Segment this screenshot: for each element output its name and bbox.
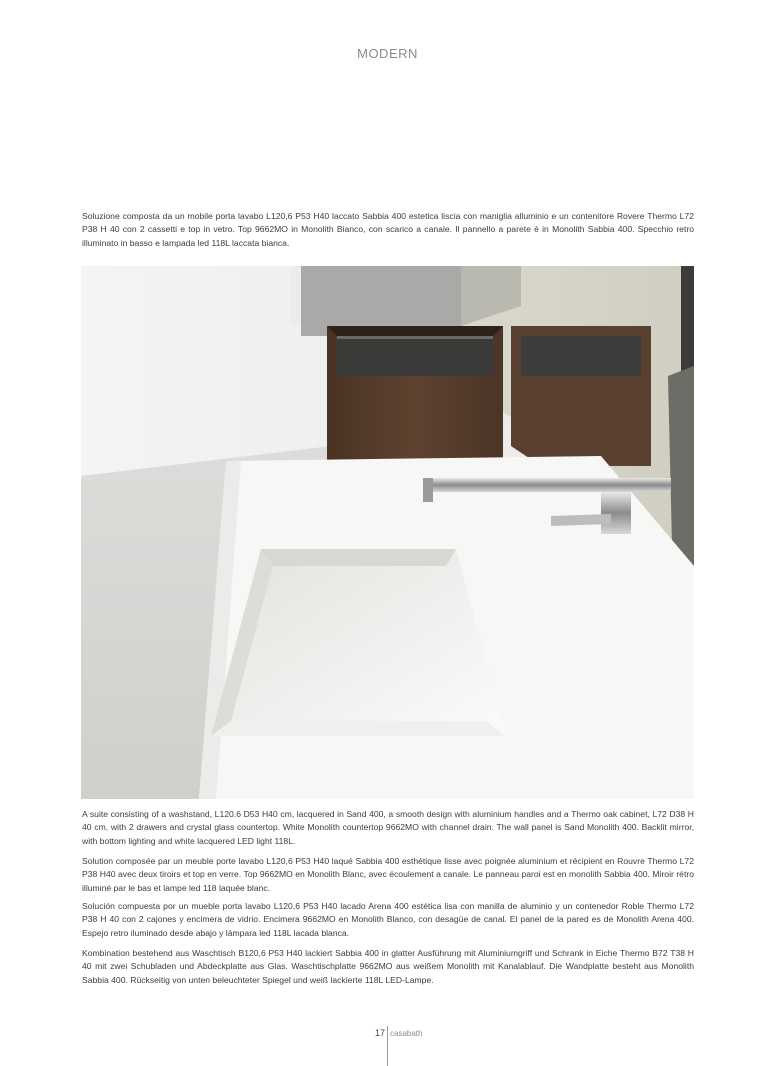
description-french: Solution composée par un meuble porte lavabo L120,6 P53 H40 laqué Sabbia 400 esthétique lisse avec poignée aluminium et récipient en Rouvre Thermo L72 P38 H40 avec deux tiroirs et top en verre. Top 9662MO en Monolith Blanc, avec écoulement a canale. Le panneau paroi est en monolith Sabbia 400. Miroir rétro illuminé par le bas et lampe led 118 laquée blanc.	[82, 856, 694, 893]
description-german: Kombination bestehend aus Waschtisch B120,6 P53 H40 lackiert Sabbia 400 in glatter Ausführung mit Aluminiumgriff und Schrank in Eiche Thermo B72 T38 H 40 mit zwei Schubladen und Abdeckplatte aus Glas. Waschtischplatte 9662MO aus weißem Monolith mit Kanalablauf. Die Wandplatte besteht aus Monolith Sabbia 400. Rückseitig von unten beleuchteter Spiegel und weiß lackierte 118L LED-Lampe.	[82, 948, 694, 985]
page-number: 17	[374, 1028, 385, 1038]
product-photo	[81, 266, 694, 799]
section-title: MODERN	[357, 46, 418, 61]
description-spanish: Solución compuesta por un mueble porta lavabo L120,6 P53 H40 lacado Arena 400 estética lisa con manilla de aluminio y un contenedor Roble Thermo L72 P38 H 40 con 2 cajones y encimera de vidrio. Encimera 9662MO en Monolith Blanco, con desagüe de canal. El panel de la pared es de Monolith Arena 400. Espejo retro iluminado desde abajo y lámpara led 118L lacada blanca.	[82, 901, 694, 938]
description-english: A suite consisting of a washstand, L120.6 D53 H40 cm, lacquered in Sand 400, a smooth design with aluminium handles and a Thermo oak cabinet, L72 D38 H 40 cm, with 2 drawers and crystal glass countertop. White Monolith countertop 9662MO with channel drain. The wall panel is Sand Monolith 400. Backlit mirror, with bottom lighting and white lacquered LED light 118L.	[82, 809, 694, 846]
brand-name: casabath	[390, 1029, 423, 1038]
description-italian: Soluzione composta da un mobile porta lavabo L120,6 P53 H40 laccato Sabbia 400 estetica liscia con maniglia alluminio e un contenitore Rovere Thermo L72 P38 H 40 con 2 cassetti e top in vetro. Top 9662MO in Monolith Bianco, con scarico a canale. Il pannello a parete è in Monolith Sabbia 400. Specchio retro illuminato in basso e lampada led 118L laccata bianca.	[82, 211, 694, 248]
footer-divider	[387, 1026, 388, 1066]
reflected-cabinet	[511, 326, 651, 466]
